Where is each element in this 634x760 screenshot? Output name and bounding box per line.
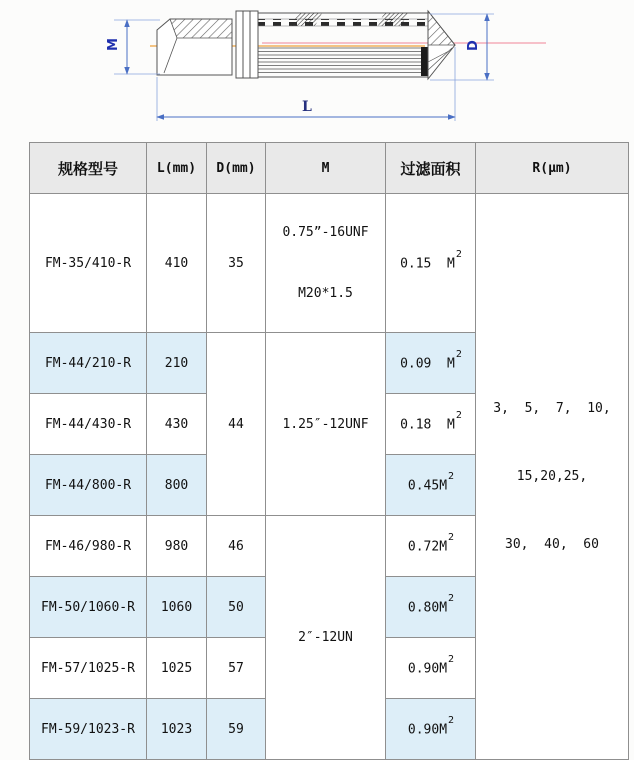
cell-length: 1060 <box>147 577 207 638</box>
threaded-end-fitting <box>157 19 232 75</box>
filter-body <box>258 13 428 77</box>
area-superscript: 2 <box>455 249 462 261</box>
micron-line: 15,20,25, <box>516 468 588 484</box>
cell-diameter: 59 <box>207 699 266 760</box>
micron-line: 30, 40, 60 <box>505 536 599 552</box>
area-superscript: 2 <box>448 593 455 605</box>
dim-label-l: L <box>302 99 312 115</box>
collar <box>236 11 258 78</box>
area-superscript: 2 <box>448 654 455 666</box>
spec-table <box>29 142 629 760</box>
cell-length: 430 <box>147 394 207 455</box>
col-header-model: 规格型号 <box>30 143 147 194</box>
cell-length: 1025 <box>147 638 207 699</box>
cell-diameter: 46 <box>207 516 266 577</box>
cell-area: $0.72M^2$ <box>386 516 476 577</box>
cell-diameter: 57 <box>207 638 266 699</box>
col-header-micron: R(μm) <box>476 143 629 194</box>
area-superscript: 2 <box>448 532 455 544</box>
cell-area: 0.18 $M^2$ <box>386 394 476 455</box>
filter-element-drawing <box>0 0 634 142</box>
cell-area: $0.45M^2$ <box>386 455 476 516</box>
cell-area: $0.90M^2$ <box>386 638 476 699</box>
cell-diameter: 35 <box>207 194 266 333</box>
area-superscript: 2 <box>448 715 455 727</box>
cell-length: 1023 <box>147 699 207 760</box>
cell-model: FM-59/1023-R <box>30 699 147 760</box>
micron-line: 3, 5, 7, 10, <box>493 400 611 416</box>
cell-area: $0.90M^2$ <box>386 699 476 760</box>
cell-length: 800 <box>147 455 207 516</box>
table-row <box>30 194 629 333</box>
filter-element-diagram <box>0 0 634 142</box>
thread-spec-line1: 0.75”-16UNF <box>282 225 369 240</box>
cell-thread: 1.25″-12UNF <box>266 333 386 516</box>
cell-micron-ratings <box>476 194 629 760</box>
cell-area: 0.09 $M^2$ <box>386 333 476 394</box>
cell-length: 980 <box>147 516 207 577</box>
conical-end-cap <box>428 11 455 79</box>
cell-model: FM-57/1025-R <box>30 638 147 699</box>
cell-area: $0.80M^2$ <box>386 577 476 638</box>
dim-label-d: D <box>466 40 481 51</box>
thread-spec-line2: M20*1.5 <box>298 286 353 301</box>
header-row <box>30 143 629 194</box>
col-header-diameter: D(mm) <box>207 143 266 194</box>
col-header-length: L(mm) <box>147 143 207 194</box>
dim-label-m: M <box>106 38 121 51</box>
cell-model: FM-50/1060-R <box>30 577 147 638</box>
cell-thread <box>266 194 386 333</box>
area-superscript: 2 <box>448 471 455 483</box>
cell-model: FM-46/980-R <box>30 516 147 577</box>
cell-model: FM-44/210-R <box>30 333 147 394</box>
cell-thread: 2″-12UN <box>266 516 386 760</box>
cell-model: FM-44/800-R <box>30 455 147 516</box>
cell-model: FM-44/430-R <box>30 394 147 455</box>
cell-length: 210 <box>147 333 207 394</box>
area-superscript: 2 <box>455 349 462 361</box>
area-superscript: 2 <box>455 410 462 422</box>
col-header-area: 过滤面积 <box>386 143 476 194</box>
col-header-thread: M <box>266 143 386 194</box>
cell-area: 0.15 $M^2$ <box>386 194 476 333</box>
cell-diameter: 50 <box>207 577 266 638</box>
cell-model: FM-35/410-R <box>30 194 147 333</box>
cell-diameter: 44 <box>207 333 266 516</box>
dimension-m <box>106 20 160 74</box>
cell-length: 410 <box>147 194 207 333</box>
